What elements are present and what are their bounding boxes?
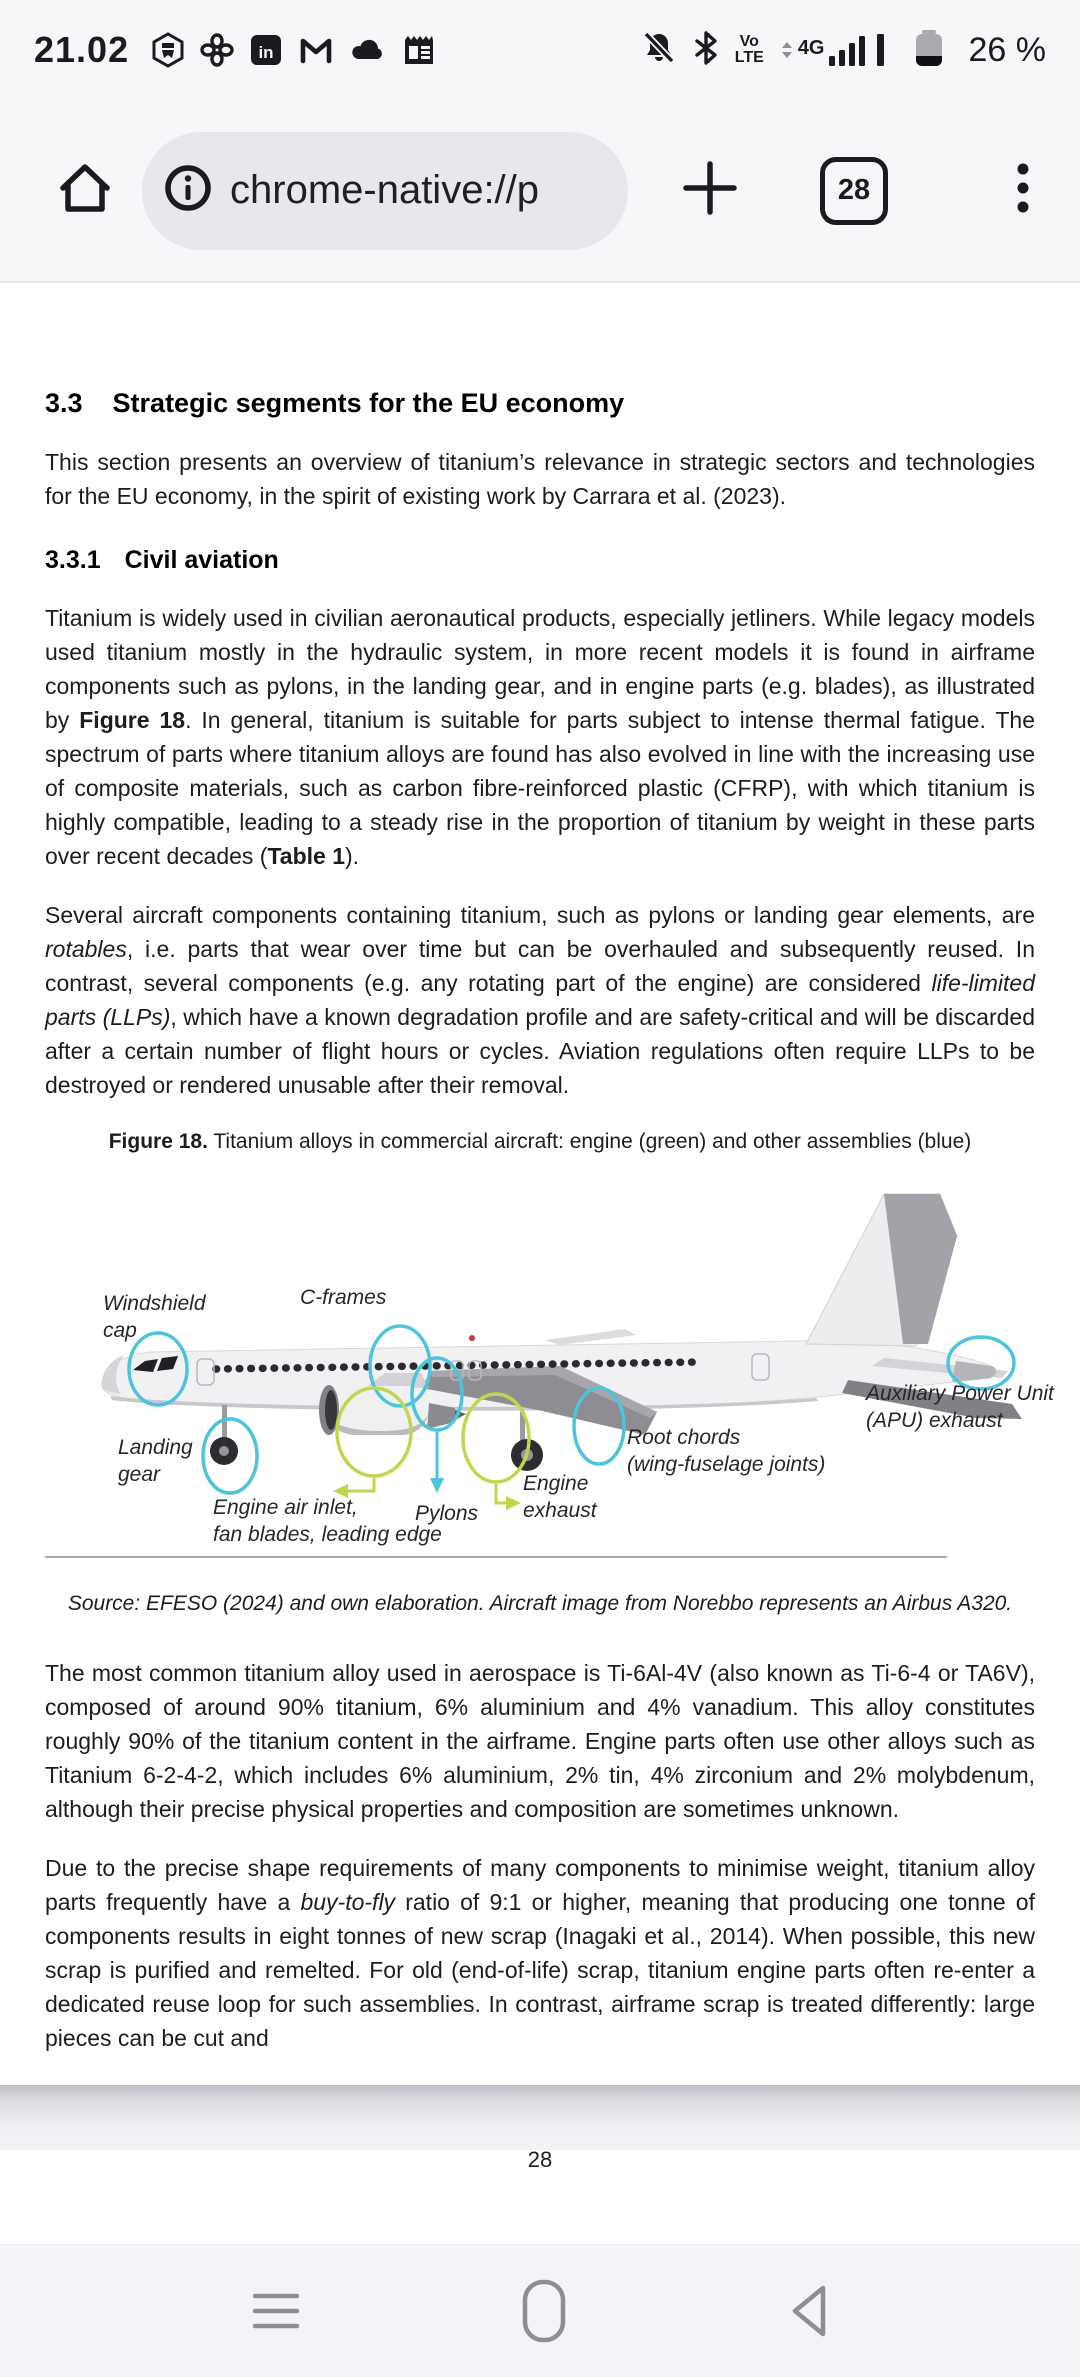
clock: 21.02	[34, 29, 130, 70]
url-text: chrome-native://p	[230, 168, 540, 212]
status-bar	[0, 0, 1080, 100]
calendar-notes-icon	[402, 32, 436, 68]
battery-icon	[909, 28, 949, 73]
document-page	[0, 283, 1080, 2172]
intro-paragraph: This section presents an overview of titanium’s relevance in strategic sectors and technologies for the EU economy, in the spirit of existing work by Carrara et al. (2023).	[45, 449, 1035, 509]
figure-rule	[45, 1556, 947, 1558]
crypto-app-icon	[151, 32, 185, 68]
label-c-frames: C-frames	[300, 1286, 387, 1309]
tab-count: 28	[837, 174, 871, 206]
subsection-heading: 3.3.1 Civil aviation	[45, 546, 279, 574]
page-separator	[0, 2085, 1080, 2150]
linkedin-icon	[249, 32, 283, 68]
url-bar[interactable]	[142, 132, 628, 250]
figure-18	[0, 1172, 1080, 1552]
paragraph-buy-to-fly: Due to the precise shape requirements of many components to minimise weight, titanium alloy parts frequently have a buy-to-fly ratio of 9:1 or higher, meaning that producing one tonne of components results in eight tonnes of new scrap (Inagaki et al., 2014). When possible, this new scrap is purified and remelted. For old (end-of-life) scrap, titanium engine parts often re-enter a dedicated reuse loop for such assemblies. In contrast, airframe scrap is treated differently: large pieces can be cut and	[45, 1855, 1035, 2051]
label-pylons: Pylons	[415, 1502, 479, 1525]
notifications-off-icon	[641, 30, 677, 71]
notification-icons	[151, 32, 436, 68]
svg-text:in: in	[258, 43, 274, 62]
tab-switcher-button[interactable]	[820, 157, 888, 225]
signal-bars-icon	[829, 32, 893, 68]
menu-kebab-button[interactable]	[1016, 157, 1030, 224]
cloud-icon	[349, 32, 387, 68]
battery-percent: 26 %	[968, 30, 1046, 69]
label-landing-gear: Landing gear	[118, 1436, 193, 1486]
browser-toolbar	[0, 100, 1080, 283]
new-tab-button[interactable]	[682, 160, 738, 221]
android-navigation-bar	[0, 2245, 1080, 2377]
engine-exhaust-arrowhead	[506, 1496, 521, 1510]
engine-exhaust-arrow-line	[496, 1484, 506, 1503]
gmail-icon	[298, 32, 334, 68]
signal-indicator	[780, 32, 893, 68]
fan-app-icon	[200, 32, 234, 68]
data-arrows-icon	[780, 34, 794, 68]
page-number: 28	[527, 2147, 553, 2172]
home-nav-button[interactable]	[521, 2278, 567, 2344]
paragraph-aviation-1: Titanium is widely used in civilian aeronautical products, especially jetliners. While legacy models used titanium mostly in the hydraulic system, in more recent models it is found in airframe components such as pylons, in the landing gear, and in engine parts (e.g. blades), as illustrated by Figure 18. In general, titanium is suitable for parts subject to intense thermal fatigue. The spectrum of parts where titanium alloys are found has also evolved in line with the increasing use of composite materials, such as carbon fibre-reinforced plastic (CFRP), with which titanium is highly compatible, leading to a steady rise in the proportion of titanium by weight in these parts over recent decades (Table 1).	[45, 605, 1035, 869]
recents-menu-button[interactable]	[251, 2288, 301, 2334]
paragraph-aviation-2: Several aircraft components containing titanium, such as pylons or landing gear elements, are rotables, i.e. parts that wear over time but can be overhauled and subsequently reused. In contrast, several components (e.g. any rotating part of the engine) are considered life-limited parts (LLPs), which have a known degradation profile and are safety-critical and will be discarded after a certain number of flight hours or cycles. Aviation regulations often require LLPs to be destroyed or rendered unusable after their removal.	[45, 902, 1035, 1098]
status-indicators	[641, 28, 1046, 73]
network-type: 4G	[797, 37, 825, 59]
home-button[interactable]	[54, 157, 116, 224]
figure-source: Source: EFESO (2024) and own elaboration. Aircraft image from Norebbo represents an Airbus A320.	[67, 1592, 1013, 1615]
label-root-chords: Root chords (wing-fuselage joints)	[627, 1426, 826, 1476]
section-heading: 3.3 Strategic segments for the EU economy	[45, 388, 625, 418]
engine-inlet-arrow-line	[348, 1478, 374, 1491]
volte-indicator: Vo LTE	[734, 33, 764, 66]
back-nav-button[interactable]	[787, 2282, 829, 2340]
bluetooth-icon	[693, 30, 719, 71]
label-apu: Auxiliary Power Unit (APU) exhaust	[866, 1382, 1054, 1432]
paragraph-alloys: The most common titanium alloy used in aerospace is Ti-6Al-4V (also known as Ti-6-4 or TA6V), composed of around 90% titanium, 6% aluminium and 4% vanadium. This alloy constitutes roughly 90% of the titanium content in the airframe. Engine parts often use other alloys such as Titanium 6-2-4-2, which includes 6% aluminium, 2% tin, 4% zirconium and 2% molybdenum, although their precise physical properties and composition are sometimes unknown.	[45, 1660, 1035, 1822]
label-engine-exhaust: Engine exhaust	[523, 1472, 597, 1522]
figure-caption: Figure 18. Titanium alloys in commercial aircraft: engine (green) and other assemblies (blue)	[108, 1130, 972, 1153]
pylons-arrowhead	[430, 1478, 444, 1493]
label-engine-air-inlet: Engine air inlet, fan blades, leading edge	[213, 1496, 442, 1546]
label-windshield-cap: Windshield cap	[103, 1292, 206, 1342]
page-info-icon[interactable]	[164, 164, 212, 217]
